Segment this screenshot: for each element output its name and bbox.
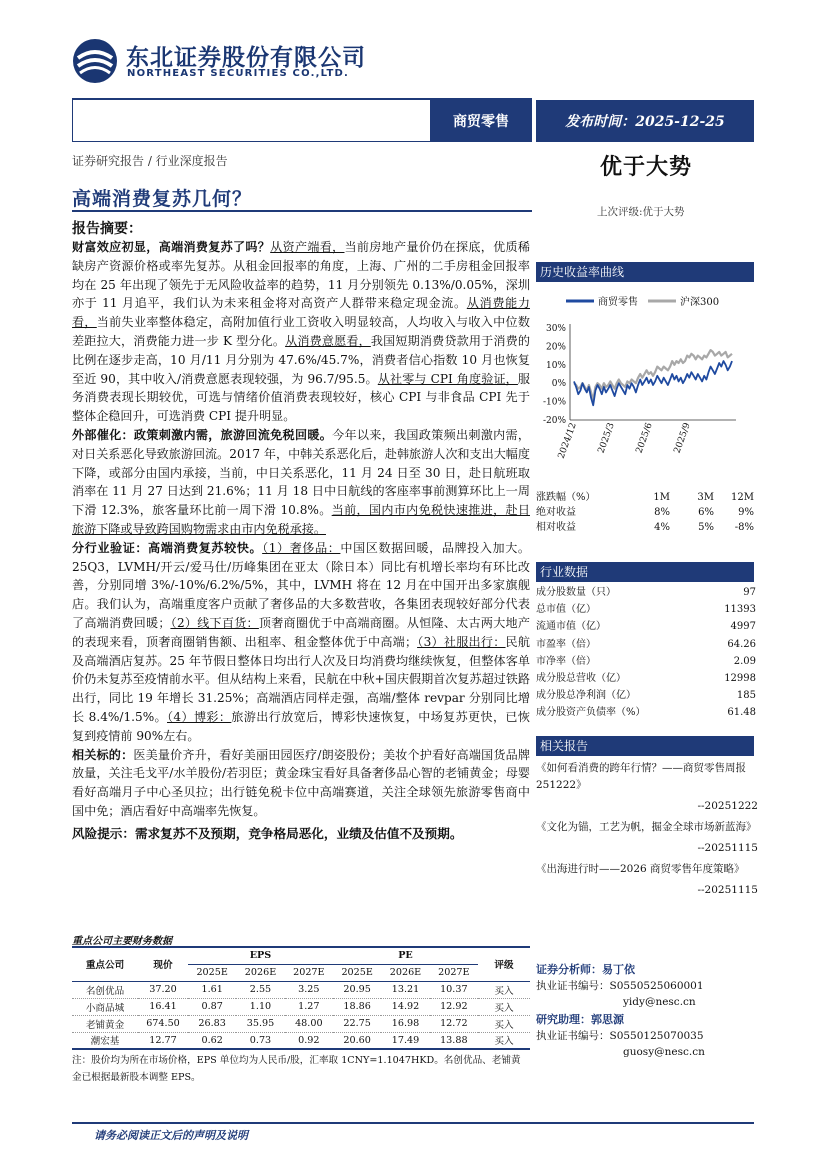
market-label: 市净率（倍）: [536, 655, 596, 667]
analyst-cert: 执业证书编号：S0550525060001: [536, 980, 704, 992]
value-cell: 10.37: [430, 981, 478, 998]
value-cell: 买入: [478, 1015, 530, 1032]
value-cell: 13.88: [430, 1032, 478, 1049]
related-date: --20251115: [697, 842, 758, 854]
footer-rule: [72, 1122, 754, 1124]
body-text: 中国区数据回暖，品牌投入加大。25Q3，LVMH/开云/爱马仕/历峰集团在亚太（除日本）同比有机增长率均有环比改善，分别同增 3%/-10%/6.2%/5%，其中，LVMH 将在 12 月在中国开出多家旗舰店。我们认为，高端重度客户贡献了奢侈品的大多数营收，各集团表现较好部分代表了高端消费回暖；: [72, 540, 530, 630]
x-tick-label: 2025/6: [634, 421, 655, 455]
fin-head-rating: 评级: [494, 960, 514, 972]
header-cell: 1M: [653, 492, 670, 503]
body-text: 旅游出行放宽后，博彩快速恢复，中场复苏更快，已恢复到疫情前 90%左右。: [72, 709, 530, 743]
history-chart: [536, 286, 756, 482]
fin-head-price: 现价: [153, 960, 173, 972]
header-cell: 3M: [697, 492, 714, 503]
fin-table: [72, 946, 530, 1050]
year-cell: 2026E: [244, 967, 277, 978]
fin-table-row: [72, 1032, 530, 1049]
value-cell: 16.98: [381, 1015, 429, 1032]
market-value: 11393: [724, 604, 756, 616]
body-text: 今年以来，我国政策频出刺激内需，对日关系恶化导致旅游回流。2017 年，中韩关系恶化后，赴韩旅游人次和支出大幅度下降，或部分由国内承接，当前，中日关系恶化，11 月 24 日至 30 日，赴日航班取消率在 11 月 27 日达到 21.6%；11 月 18 日中日航线的客座率事前测算环比上一周下滑 12.3%，旅客量环比前一周下滑 10.8%。: [72, 427, 530, 518]
risk-text: 风险提示：需求复苏不及预期，竞争格局恶化，业绩及估值不及预期。: [72, 825, 463, 841]
x-tick-label: 2025/3: [596, 421, 617, 455]
market-row: [536, 636, 756, 653]
analyst-info: [536, 962, 758, 1060]
value-cell: 12.72: [430, 1015, 478, 1032]
body-text: 顶奢商圈优于中高端商圈。从恒隆、太古两大地产的表现来看，顶奢商圈销售额、出租率、租金整体优于中高端；: [72, 615, 530, 649]
value-cell: 26.83: [188, 1015, 236, 1032]
underline-text: 从资产端看，: [270, 240, 345, 254]
value-cell: 买入: [478, 998, 530, 1015]
assistant-cert: 执业证书编号：S0550125070035: [536, 1030, 704, 1042]
fin-table-title: 重点公司主要财务数据: [72, 936, 172, 947]
value-cell: 0.62: [188, 1032, 236, 1049]
header-cell: 涨跌幅（%）: [536, 492, 596, 503]
legend-label: 沪深300: [680, 297, 720, 308]
company-name-cn: 东北证券股份有限公司: [126, 45, 366, 71]
market-label: 成分股总营收（亿）: [536, 673, 626, 685]
paragraph-risk: [72, 825, 530, 844]
value-cell: 20.60: [333, 1032, 381, 1049]
summary-body: [72, 238, 530, 844]
summary-heading: 报告摘要：: [72, 221, 142, 237]
related-item[interactable]: [536, 819, 758, 857]
company-cell: 潮宏基: [72, 1032, 138, 1049]
value-cell: 13.21: [381, 981, 429, 998]
market-row: [536, 670, 756, 687]
body-text: 民航及高端酒店复苏。25 年节假日整体日均出行人次及日均消费均继续恢复，但整体客单价仍未复苏至疫情前水平。但从结构上来看，民航在中秋+国庆假期首次复苏超过铁路出行，同比 19 年增长 31.25%；高端酒店同样走强，高端/整体 revpar 分别同比增长 8.4%/1.5%。: [72, 634, 530, 724]
fin-head-eps: EPS: [188, 947, 333, 964]
related-title[interactable]: 《文化为锚，工艺为帆，掘金全球市场新蓝海》: [536, 821, 757, 833]
value-cell: 买入: [478, 1032, 530, 1049]
performance-table: [536, 490, 756, 535]
x-tick-label: 2024/12: [556, 421, 579, 461]
assistant-email[interactable]: guosy@nesc.cn: [623, 1046, 705, 1058]
market-label: 成分股资产负债率（%）: [536, 707, 646, 719]
underline-text: （4）博彩：: [167, 709, 232, 724]
body-text: 当前失业率整体稳定，高附加值行业工资收入明显较高，人均收入与收入中位数差距拉大，消费能力进一步 K 型分化。: [72, 315, 530, 348]
value-cell: 买入: [478, 981, 530, 998]
lead-text: 分行业验证：高端消费复苏较快。: [72, 540, 263, 555]
value-cell: 17.49: [381, 1032, 429, 1049]
market-label: 市盈率（倍）: [536, 638, 596, 650]
header-cell: 12M: [731, 492, 754, 503]
market-value: 2.09: [733, 655, 756, 667]
company-cell: 名创优品: [72, 981, 138, 998]
market-value: 4997: [730, 621, 756, 633]
y-tick-label: -10%: [542, 397, 566, 408]
body-text: 服务消费表现长期较优，可选与情绪价值消费表现较好，核心 CPI 与非食品 CPI 先于整体企稳回升，可选消费 CPI 提升明显。: [72, 371, 531, 424]
related-section-head: 相关报告: [536, 736, 754, 756]
cell: 9%: [738, 507, 754, 518]
cell: 8%: [654, 507, 670, 518]
fin-table-row: [72, 981, 530, 998]
value-cell: 16.41: [138, 998, 188, 1015]
value-cell: 18.86: [333, 998, 381, 1015]
footer-disclaimer[interactable]: 请务必阅读正文后的声明及说明: [94, 1129, 248, 1142]
y-tick-label: 10%: [545, 360, 566, 371]
value-cell: 1.10: [236, 998, 284, 1015]
body-text: 医美量价齐升，看好美丽田园医疗/朗姿股份；美妆个护看好高端国货品牌放量，关注毛戈平/水羊股份/若羽臣；黄金珠宝看好具备奢侈品心智的老铺黄金；母婴看好高端月子中心圣贝拉；出行链免税卡位中高端赛道，关注全球领先旅游零售商中国中免；酒店看好中高端率先恢复。: [72, 747, 530, 818]
market-label: 成分股总净利润（亿）: [536, 690, 636, 702]
performance-header-row: [536, 490, 756, 505]
legend-label: 商贸零售: [598, 297, 638, 308]
year-cell: 2027E: [438, 967, 470, 978]
market-row: [536, 687, 756, 704]
underline-text: （3）社服出行：: [417, 634, 506, 649]
related-title[interactable]: 《如何看消费的跨年行情？——商贸零售周报 251222》: [536, 762, 746, 791]
history-section-head: 历史收益率曲线: [536, 262, 754, 282]
analyst-email[interactable]: yidy@nesc.cn: [623, 996, 696, 1008]
underline-text: （1）奢侈品：: [262, 540, 341, 555]
performance-row: [536, 520, 756, 535]
market-row: [536, 601, 756, 618]
publish-date: 发布时间：2025-12-25: [536, 100, 754, 142]
value-cell: 1.61: [188, 981, 236, 998]
underline-text: 从社零与 CPI 角度验证，: [377, 371, 518, 386]
body-text: 当前房地产量价仍在探底，优质稀缺房产资源价格或率先复苏。从租金回报率的角度，上海、广州的二手房租金回报率均在 25 年出现了领先于无风险收益率的趋势，11 月分别领先 0.13%/0.05%，深圳亦于 11 月追平，我们认为未来租金将对高资产人群带来稳定现金流。: [72, 240, 530, 311]
fin-table-row: [72, 998, 530, 1015]
x-tick-label: 2025/9: [672, 421, 693, 455]
paragraph-targets: [72, 746, 530, 821]
underline-text: （2）线下百货：: [170, 615, 259, 630]
company-name-en: NORTHEAST SECURITIES CO.,LTD.: [127, 68, 350, 79]
market-value: 12998: [724, 673, 756, 685]
value-cell: 3.25: [285, 981, 333, 998]
company-logo-icon: [72, 38, 118, 84]
current-rating: 优于大势: [600, 154, 693, 180]
market-label: 成分股数量（只）: [536, 587, 616, 598]
value-cell: 20.95: [333, 981, 381, 998]
page-title: 高端消费复苏几何？: [72, 188, 253, 210]
cell: 相对收益: [536, 522, 576, 533]
performance-row: [536, 505, 756, 520]
cell: 6%: [698, 507, 714, 518]
market-value: 97: [743, 587, 756, 598]
cell: 绝对收益: [536, 507, 576, 518]
market-value: 185: [736, 690, 756, 702]
related-date: --20251222: [697, 800, 758, 812]
company-cell: 老铺黄金: [72, 1015, 138, 1032]
lead-text: 外部催化：政策刺激内需，旅游回流免税回暖。: [72, 427, 333, 442]
y-tick-label: 30%: [545, 324, 566, 334]
market-row: [536, 704, 756, 721]
value-cell: 22.75: [333, 1015, 381, 1032]
value-cell: 35.95: [236, 1015, 284, 1032]
value-cell: 48.00: [285, 1015, 333, 1032]
fin-head-pe: PE: [333, 947, 478, 964]
market-label: 总市值（亿）: [536, 604, 596, 616]
market-row: [536, 584, 756, 601]
value-cell: 674.50: [138, 1015, 188, 1032]
market-label: 流通市值（亿）: [536, 621, 606, 633]
value-cell: 2.55: [236, 981, 284, 998]
related-title[interactable]: 《出海进行时——2026 商贸零售年度策略》: [536, 863, 745, 875]
last-rating: 上次评级:优于大势: [597, 206, 685, 218]
cell: 5%: [698, 522, 714, 533]
related-date: --20251115: [697, 884, 758, 896]
related-item[interactable]: [536, 760, 758, 815]
value-cell: 12.92: [430, 998, 478, 1015]
market-value: 64.26: [727, 638, 756, 650]
sector-tag: 商贸零售: [430, 100, 532, 142]
body-text: 我国短期消费贷款用于消费的比例在逐步走高，10 月/11 月分别为 47.6%/45.7%，消费者信心指数 10 月也恢复至近 90，其中收入/消费意愿表现较强，为 96.7/95.5。: [72, 333, 530, 386]
fin-table-row: [72, 1015, 530, 1032]
value-cell: 1.27: [285, 998, 333, 1015]
market-value: 61.48: [727, 707, 756, 719]
company-cell: 小商品城: [72, 998, 138, 1015]
value-cell: 0.87: [188, 998, 236, 1015]
cell: 4%: [654, 522, 670, 533]
underline-text: 从消费能力看，: [72, 296, 530, 330]
underline-text: 从消费意愿看，: [285, 333, 371, 348]
paragraph-industry: [72, 539, 530, 746]
paragraph-wealth: [72, 238, 530, 426]
market-section-head: 行业数据: [536, 562, 754, 582]
y-tick-label: 0%: [551, 379, 566, 390]
fin-head-company: 重点公司: [85, 960, 125, 972]
value-cell: 12.77: [138, 1032, 188, 1049]
lead-text: 相关标的：: [72, 747, 134, 762]
y-tick-label: -20%: [542, 416, 566, 426]
underline-text: 当前，国内市内免税快速推进，赴日旅游下降或导致跨国购物需求由市内免税承接。: [72, 503, 530, 536]
paragraph-catalyst: [72, 426, 530, 539]
assistant-name: 研究助理：郭思源: [536, 1013, 624, 1026]
year-cell: 2025E: [341, 967, 373, 978]
value-cell: 0.73: [236, 1032, 284, 1049]
related-list: [536, 760, 758, 899]
market-row: [536, 618, 756, 635]
related-item[interactable]: [536, 861, 758, 899]
analyst-name: 证券分析师：易丁依: [536, 963, 635, 976]
value-cell: 0.92: [285, 1032, 333, 1049]
market-table: [536, 584, 756, 722]
title-rule: [72, 210, 532, 212]
year-cell: 2026E: [389, 967, 422, 978]
year-cell: 2027E: [293, 967, 325, 978]
breadcrumb: 证券研究报告 / 行业深度报告: [72, 154, 228, 168]
value-cell: 37.20: [138, 981, 188, 998]
cell: -8%: [734, 522, 754, 533]
lead-text: 财富效应初显，高端消费复苏了吗？: [72, 240, 271, 254]
value-cell: 14.92: [381, 998, 429, 1015]
y-tick-label: 20%: [545, 342, 566, 353]
market-row: [536, 653, 756, 670]
fin-table-note: 注：股价均为所在市场价格，EPS 单位均为人民币/股，汇率取 1CNY=1.1047HKD。名创优品、老铺黄金已根据最新股本调整 EPS。: [72, 1055, 521, 1083]
year-cell: 2025E: [196, 967, 228, 978]
